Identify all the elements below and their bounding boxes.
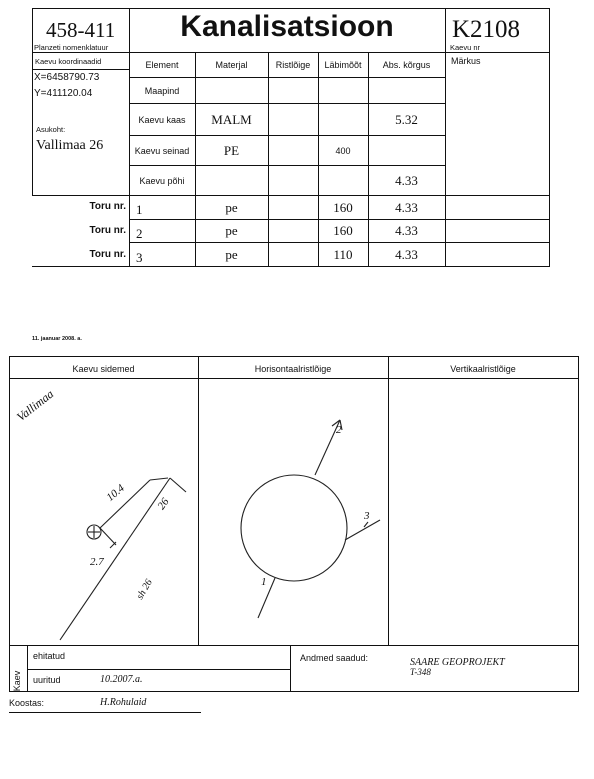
pipe-height: 4.33 [395,246,418,262]
location-label: Asukoht: [36,125,66,134]
col-height: Abs. kõrgus [382,59,431,70]
pipe-diameter: 160 [333,223,353,238]
row-diameter: 400 [335,145,351,156]
col-material: Materjal [215,59,248,70]
dimension-line-1 [100,480,150,528]
author-value: H.Rohulaid [100,697,147,708]
sketch-dimension-2: 26 [155,496,172,512]
coord-x: X=6458790.73 [34,72,100,83]
well-number: K2108 [452,16,521,43]
well-cross-section [241,475,347,581]
pipe-material: pe [225,199,238,215]
row-element: Kaevu põhi [139,175,185,186]
author-label: Koostas: [9,698,45,708]
sketch-pipe-3-label: 3 [364,510,370,522]
pipe-number: 3 [136,250,143,265]
col-diameter: Läbimõõt [324,59,362,70]
coords-label: Kaevu koordinaadid [35,57,102,66]
pipe-diameter: 160 [333,199,353,215]
row-height: 4.33 [395,172,418,188]
panel-title-right: Vertikaalristlõige [450,364,516,374]
row-element: Maapind [144,85,180,96]
sketch-street-label: Vallimaa [14,386,57,425]
col-notes: Märkus [451,56,481,66]
pipe-line-3 [345,520,380,540]
pipe-number: 2 [136,226,143,241]
pipe-label: Toru nr. [89,225,126,236]
panel-title-left: Kaevu sidemed [72,364,135,374]
pipe-diameter: 110 [333,246,353,262]
row-height: 5.32 [395,111,418,127]
sketch-house-label: sh 26 [134,577,155,602]
pipe-height: 4.33 [395,199,418,215]
data-source-value: SAARE GEOPROJEKT [410,657,505,668]
row-material: MALM [211,111,252,127]
pipe-label: Toru nr. [89,249,126,260]
street-corner [170,478,186,492]
pipe-height: 4.33 [395,223,418,238]
sketch-pipe-1-label: 1 [261,576,267,588]
surveyed-label: uuritud [33,675,61,685]
sheet-number: 458-411 [46,18,116,42]
col-element: Element [145,59,179,70]
pipe-number: 1 [136,202,143,217]
built-label: ehitatud [33,651,66,661]
pipe-material: pe [225,223,238,238]
panel-title-mid: Horisontaalristlõige [254,364,332,374]
surveyed-value: 10.2007.a. [100,674,143,685]
sketch-dimension-3: 2.7 [90,556,104,568]
data-source-label: Andmed saadud: [300,653,369,663]
street-line [60,478,170,640]
sketch-dimension-1: 10.4 [104,482,127,504]
pipe-material: pe [225,246,238,262]
date-line: 11. jaanuar 2008. a. [32,336,82,342]
col-cross-section: Ristlõige [275,59,311,70]
pipe-label: Toru nr. [89,201,126,212]
location-value: Vallimaa 26 [36,138,104,153]
side-label: Kaev [12,670,22,692]
coord-y: Y=411120.04 [34,88,93,99]
row-element: Kaevu seinad [134,145,190,156]
sketch-pipe-2-label: 2 [336,424,342,436]
row-material: PE [223,142,240,158]
data-source-code: T-348 [410,667,431,677]
row-element: Kaevu kaas [138,114,186,125]
page-title: Kanalisatsioon [180,10,394,43]
dimension-line-2 [100,528,116,545]
sheet-label: Planzeti nomenklatuur [34,43,109,52]
well-number-label: Kaevu nr [450,43,481,52]
